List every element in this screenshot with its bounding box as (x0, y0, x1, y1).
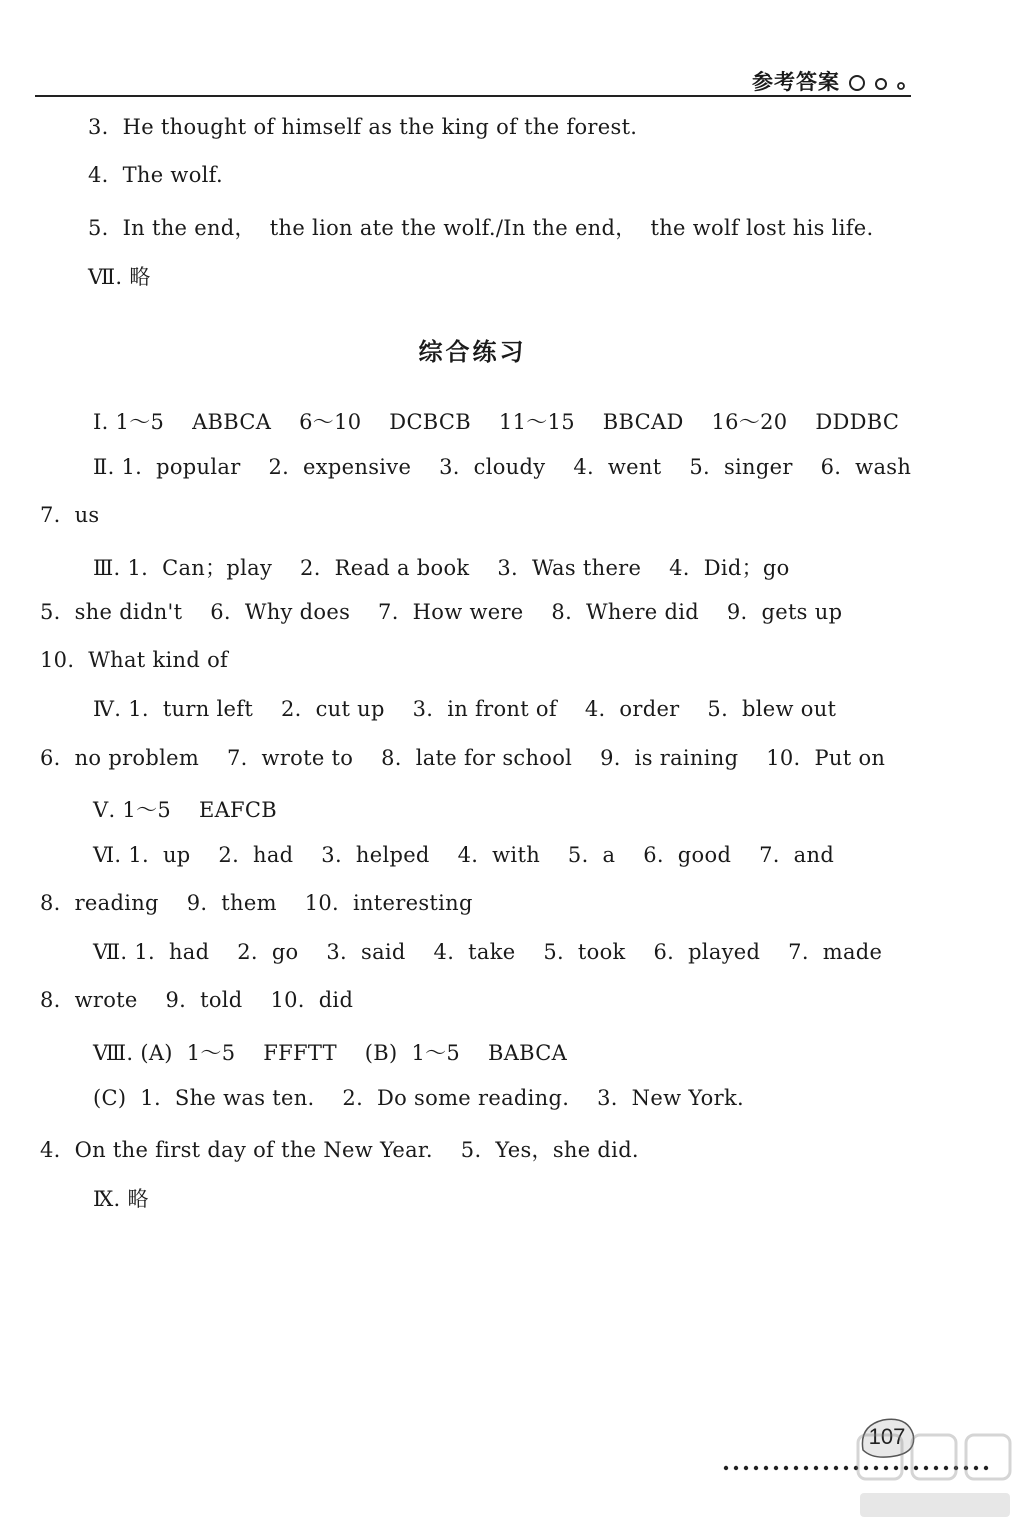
answer-line: 8. reading 9. them 10. interesting (40, 891, 473, 915)
header-label: 参考答案 (752, 70, 840, 94)
answer-line: (C) 1. She was ten. 2. Do some reading. 3. New York. (93, 1086, 744, 1110)
answer-line: 5. she didn't 6. Why does 7. How were 8. Where did 9. gets up (40, 600, 843, 624)
answer-line: 8. wrote 9. told 10. did (40, 988, 354, 1012)
answer-line: Ⅸ. 略 (93, 1187, 149, 1211)
answer-line: 7. us (40, 503, 100, 527)
answer-line: Ⅴ. 1～5 EAFCB (93, 798, 278, 822)
page-number: 107 (868, 1424, 906, 1449)
answer-line: 4. The wolf. (88, 163, 223, 187)
answer-line: 6. no problem 7. wrote to 8. late for school 9. is raining 10. Put on (40, 746, 886, 770)
answer-line: 3. He thought of himself as the king of the forest. (88, 115, 638, 139)
answer-line: 5. In the end， the lion ate the wolf./In the end， the wolf lost his life. (88, 216, 874, 240)
answer-line: Ⅷ. (A) 1～5 FFFTT (B) 1～5 BABCA (93, 1041, 568, 1065)
answer-line: Ⅶ. 略 (88, 265, 151, 289)
section-title: 综合练习 (418, 338, 527, 366)
header-rule (35, 95, 911, 97)
answer-line: Ⅳ. 1. turn left 2. cut up 3. in front of 4. order 5. blew out (93, 697, 837, 721)
answer-line: Ⅵ. 1. up 2. had 3. helped 4. with 5. a 6. good 7. and (93, 843, 835, 867)
header-circles-icon (848, 71, 912, 95)
answer-line: Ⅱ. 1. popular 2. expensive 3. cloudy 4. went 5. singer 6. wash (93, 455, 912, 479)
watermark-logo-icon (850, 1415, 1020, 1525)
answer-line: 10. What kind of (40, 648, 229, 672)
answer-line: Ⅰ. 1～5 ABBCA 6～10 DCBCB 11～15 BBCAD 16～20 DDDBC (93, 410, 900, 434)
answer-line: Ⅲ. 1. Can；play 2. Read a book 3. Was there 4. Did；go (93, 556, 790, 580)
answer-line: 4. On the first day of the New Year. 5. Yes，she did. (40, 1138, 639, 1162)
answer-line: Ⅶ. 1. had 2. go 3. said 4. take 5. took 6. played 7. made (93, 940, 883, 964)
